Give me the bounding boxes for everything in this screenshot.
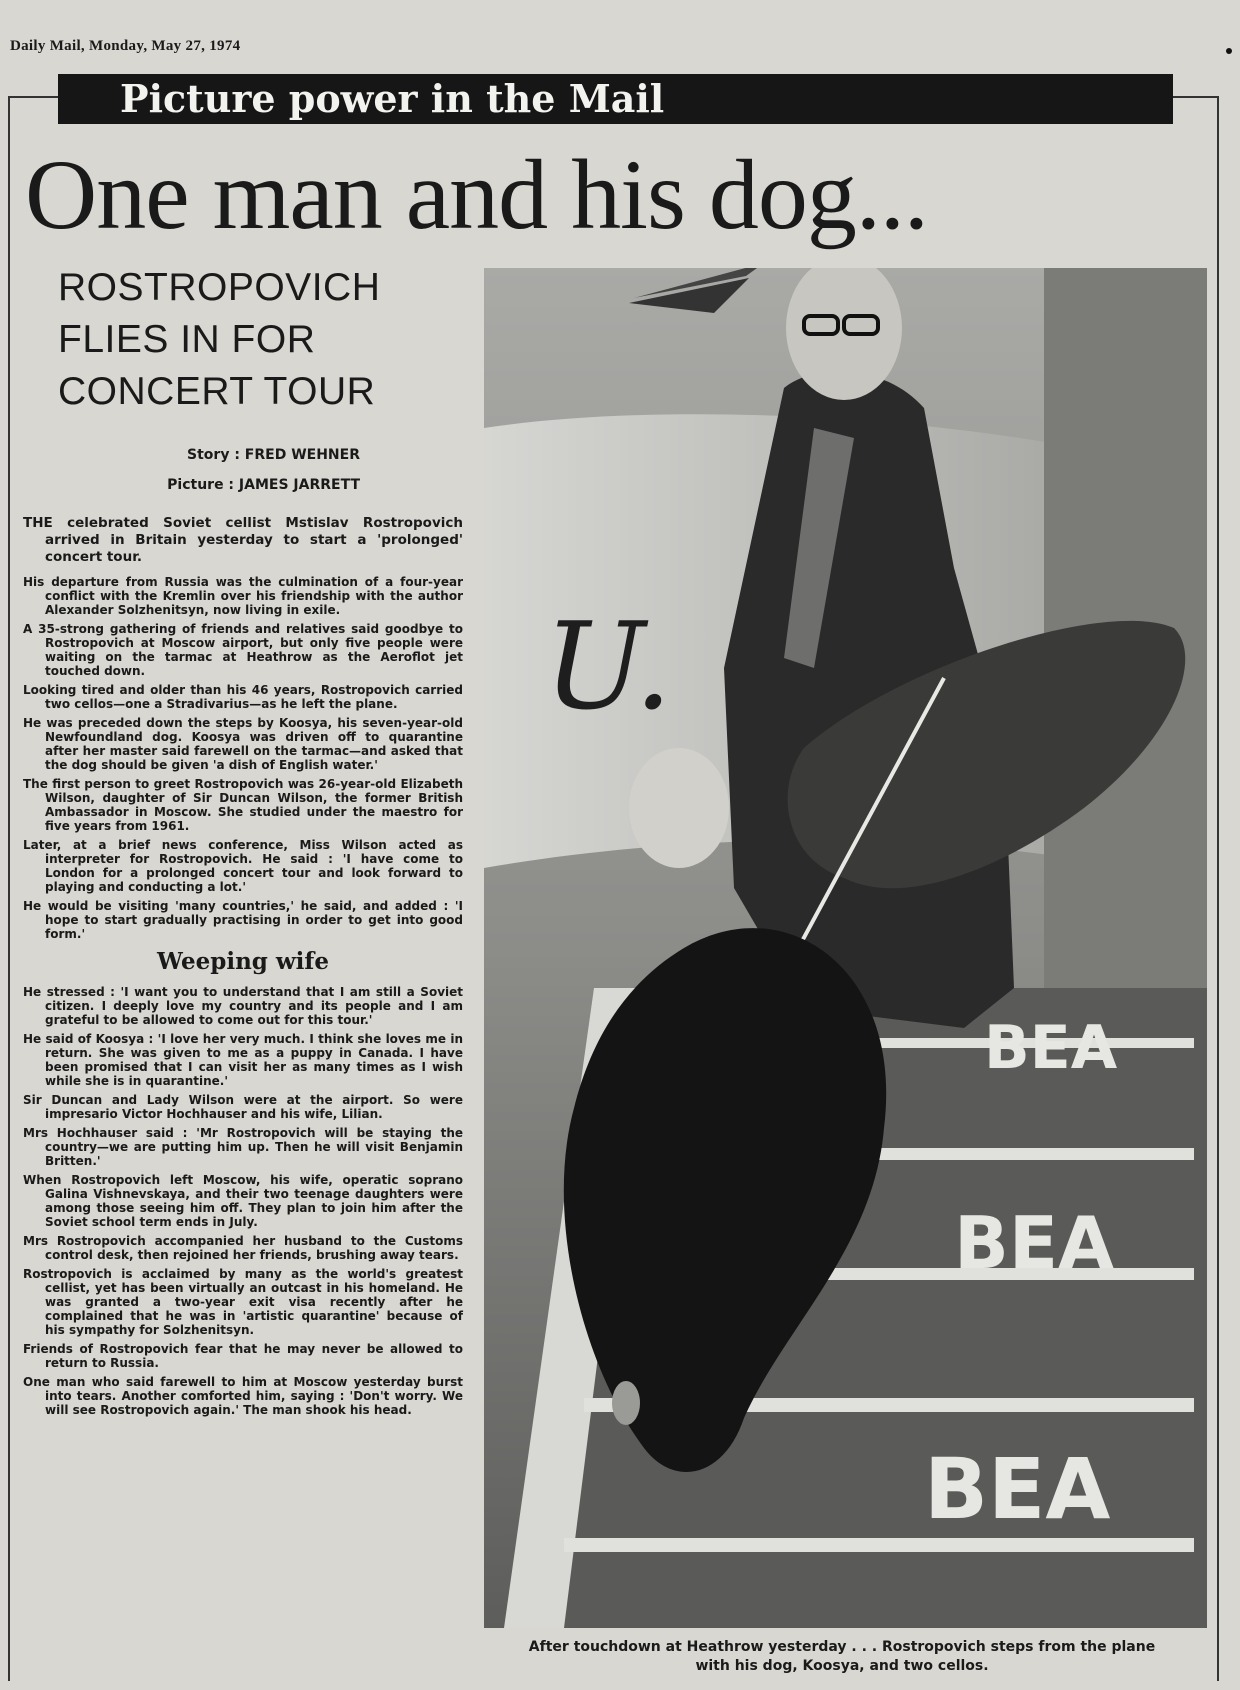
section-banner: Picture power in the Mail (58, 74, 1173, 124)
dog-tongue (612, 1381, 640, 1425)
article-paragraph: The first person to greet Rostropovich was 26-year-old Elizabeth Wilson, daughter of Sir Duncan Wilson, the former British Ambassador in Moscow. She studied under the maestro for five years from 1961. (23, 777, 463, 833)
article-lead: THE celebrated Soviet cellist Mstislav Rostropovich arrived in Britain yesterday to start a 'prolonged' concert tour. (23, 515, 463, 565)
article-body (23, 515, 463, 1422)
article-paragraph: Looking tired and older than his 46 years, Rostropovich carried two cellos—one a Stradivarius—as he left the plane. (23, 683, 463, 711)
stair-logo: BEA (984, 1013, 1118, 1083)
photo-caption (472, 1638, 1212, 1676)
headline: One man and his dog... (25, 139, 928, 250)
stair-logo: BEA (954, 1201, 1114, 1285)
article-paragraph: He stressed : 'I want you to understand that I am still a Soviet citizen. I deeply love my country and its people and I am grateful to be allowed to come out for this tour.' (23, 985, 463, 1027)
dateline: Daily Mail, Monday, May 27, 1974 (10, 38, 241, 54)
byline-story: Story : FRED WEHNER (187, 447, 360, 463)
article-paragraph: When Rostropovich left Moscow, his wife, operatic soprano Galina Vishnevskaya, and their two teenage daughters were among those seeing him off. They plan to join him after the Soviet school term ends in July. (23, 1173, 463, 1229)
print-speck (1226, 48, 1232, 54)
article-paragraph: He would be visiting 'many countries,' he said, and added : 'I hope to start gradually practising in order to get into good form.' (23, 899, 463, 941)
frame-rule-left (8, 96, 10, 1681)
caption-line: After touchdown at Heathrow yesterday . . . Rostropovich steps from the plane (528, 1639, 1156, 1655)
article-paragraph: Friends of Rostropovich fear that he may never be allowed to return to Russia. (23, 1342, 463, 1370)
stair-logo: BEA (924, 1440, 1111, 1538)
subhead-line: ROSTROPOVICH (58, 266, 381, 309)
subheadline (58, 262, 468, 418)
fuselage-script: U. (544, 598, 673, 737)
article-paragraph: He said of Koosya : 'I love her very much. I think she loves me in return. She was given to me as a puppy in Canada. I have been promised that I can visit her as many times as I wish while she is in quarantine.' (23, 1032, 463, 1088)
frame-rule-right (1217, 96, 1219, 1681)
article-paragraph: One man who said farewell to him at Moscow yesterday burst into tears. Another comforted him, saying : 'Don't worry. We will see Rostropovich again.' The man shook his head. (23, 1375, 463, 1417)
caption-line: with his dog, Koosya, and two cellos. (695, 1658, 989, 1674)
article-paragraph: His departure from Russia was the culmination of a four-year conflict with the Kremlin over his friendship with the author Alexander Solzhenitsyn, now living in exile. (23, 575, 463, 617)
article-paragraph: Mrs Rostropovich accompanied her husband to the Customs control desk, then rejoined her friends, brushing away tears. (23, 1234, 463, 1262)
news-photograph (484, 268, 1207, 1628)
article-paragraph: He was preceded down the steps by Koosya, his seven-year-old Newfoundland dog. Koosya was driven off to quarantine after her master said farewell on the tarmac—and asked that the dog should be given 'a dish of English water.' (23, 716, 463, 772)
article-paragraph: A 35-strong gathering of friends and relatives said goodbye to Rostropovich at Moscow airport, but only five people were waiting on the tarmac at Heathrow as the Aeroflot jet touched down. (23, 622, 463, 678)
subhead-line: CONCERT TOUR (58, 370, 376, 413)
article-paragraph: Sir Duncan and Lady Wilson were at the airport. So were impresario Victor Hochhauser and his wife, Lilian. (23, 1093, 463, 1121)
article-paragraph: Rostropovich is acclaimed by many as the world's greatest cellist, yet has been virtually an outcast in his homeland. He was granted a two-year exit visa recently after he complained that he was in 'artistic quarantine' because of his sympathy for Solzhenitsyn. (23, 1267, 463, 1337)
byline-picture: Picture : JAMES JARRETT (167, 477, 360, 493)
article-paragraph: Later, at a brief news conference, Miss Wilson acted as interpreter for Rostropovich. He said : 'I have come to London for a prolonged concert tour and look forward to playing and conducting a lot.' (23, 838, 463, 894)
article-paragraph: Mrs Hochhauser said : 'Mr Rostropovich will be staying the country—we are putting him up. Then he will visit Benjamin Britten.' (23, 1126, 463, 1168)
photo-illustration (484, 268, 1207, 1628)
crosshead: Weeping wife (157, 948, 329, 975)
subhead-line: FLIES IN FOR (58, 318, 316, 361)
cello-case-small (629, 748, 729, 868)
